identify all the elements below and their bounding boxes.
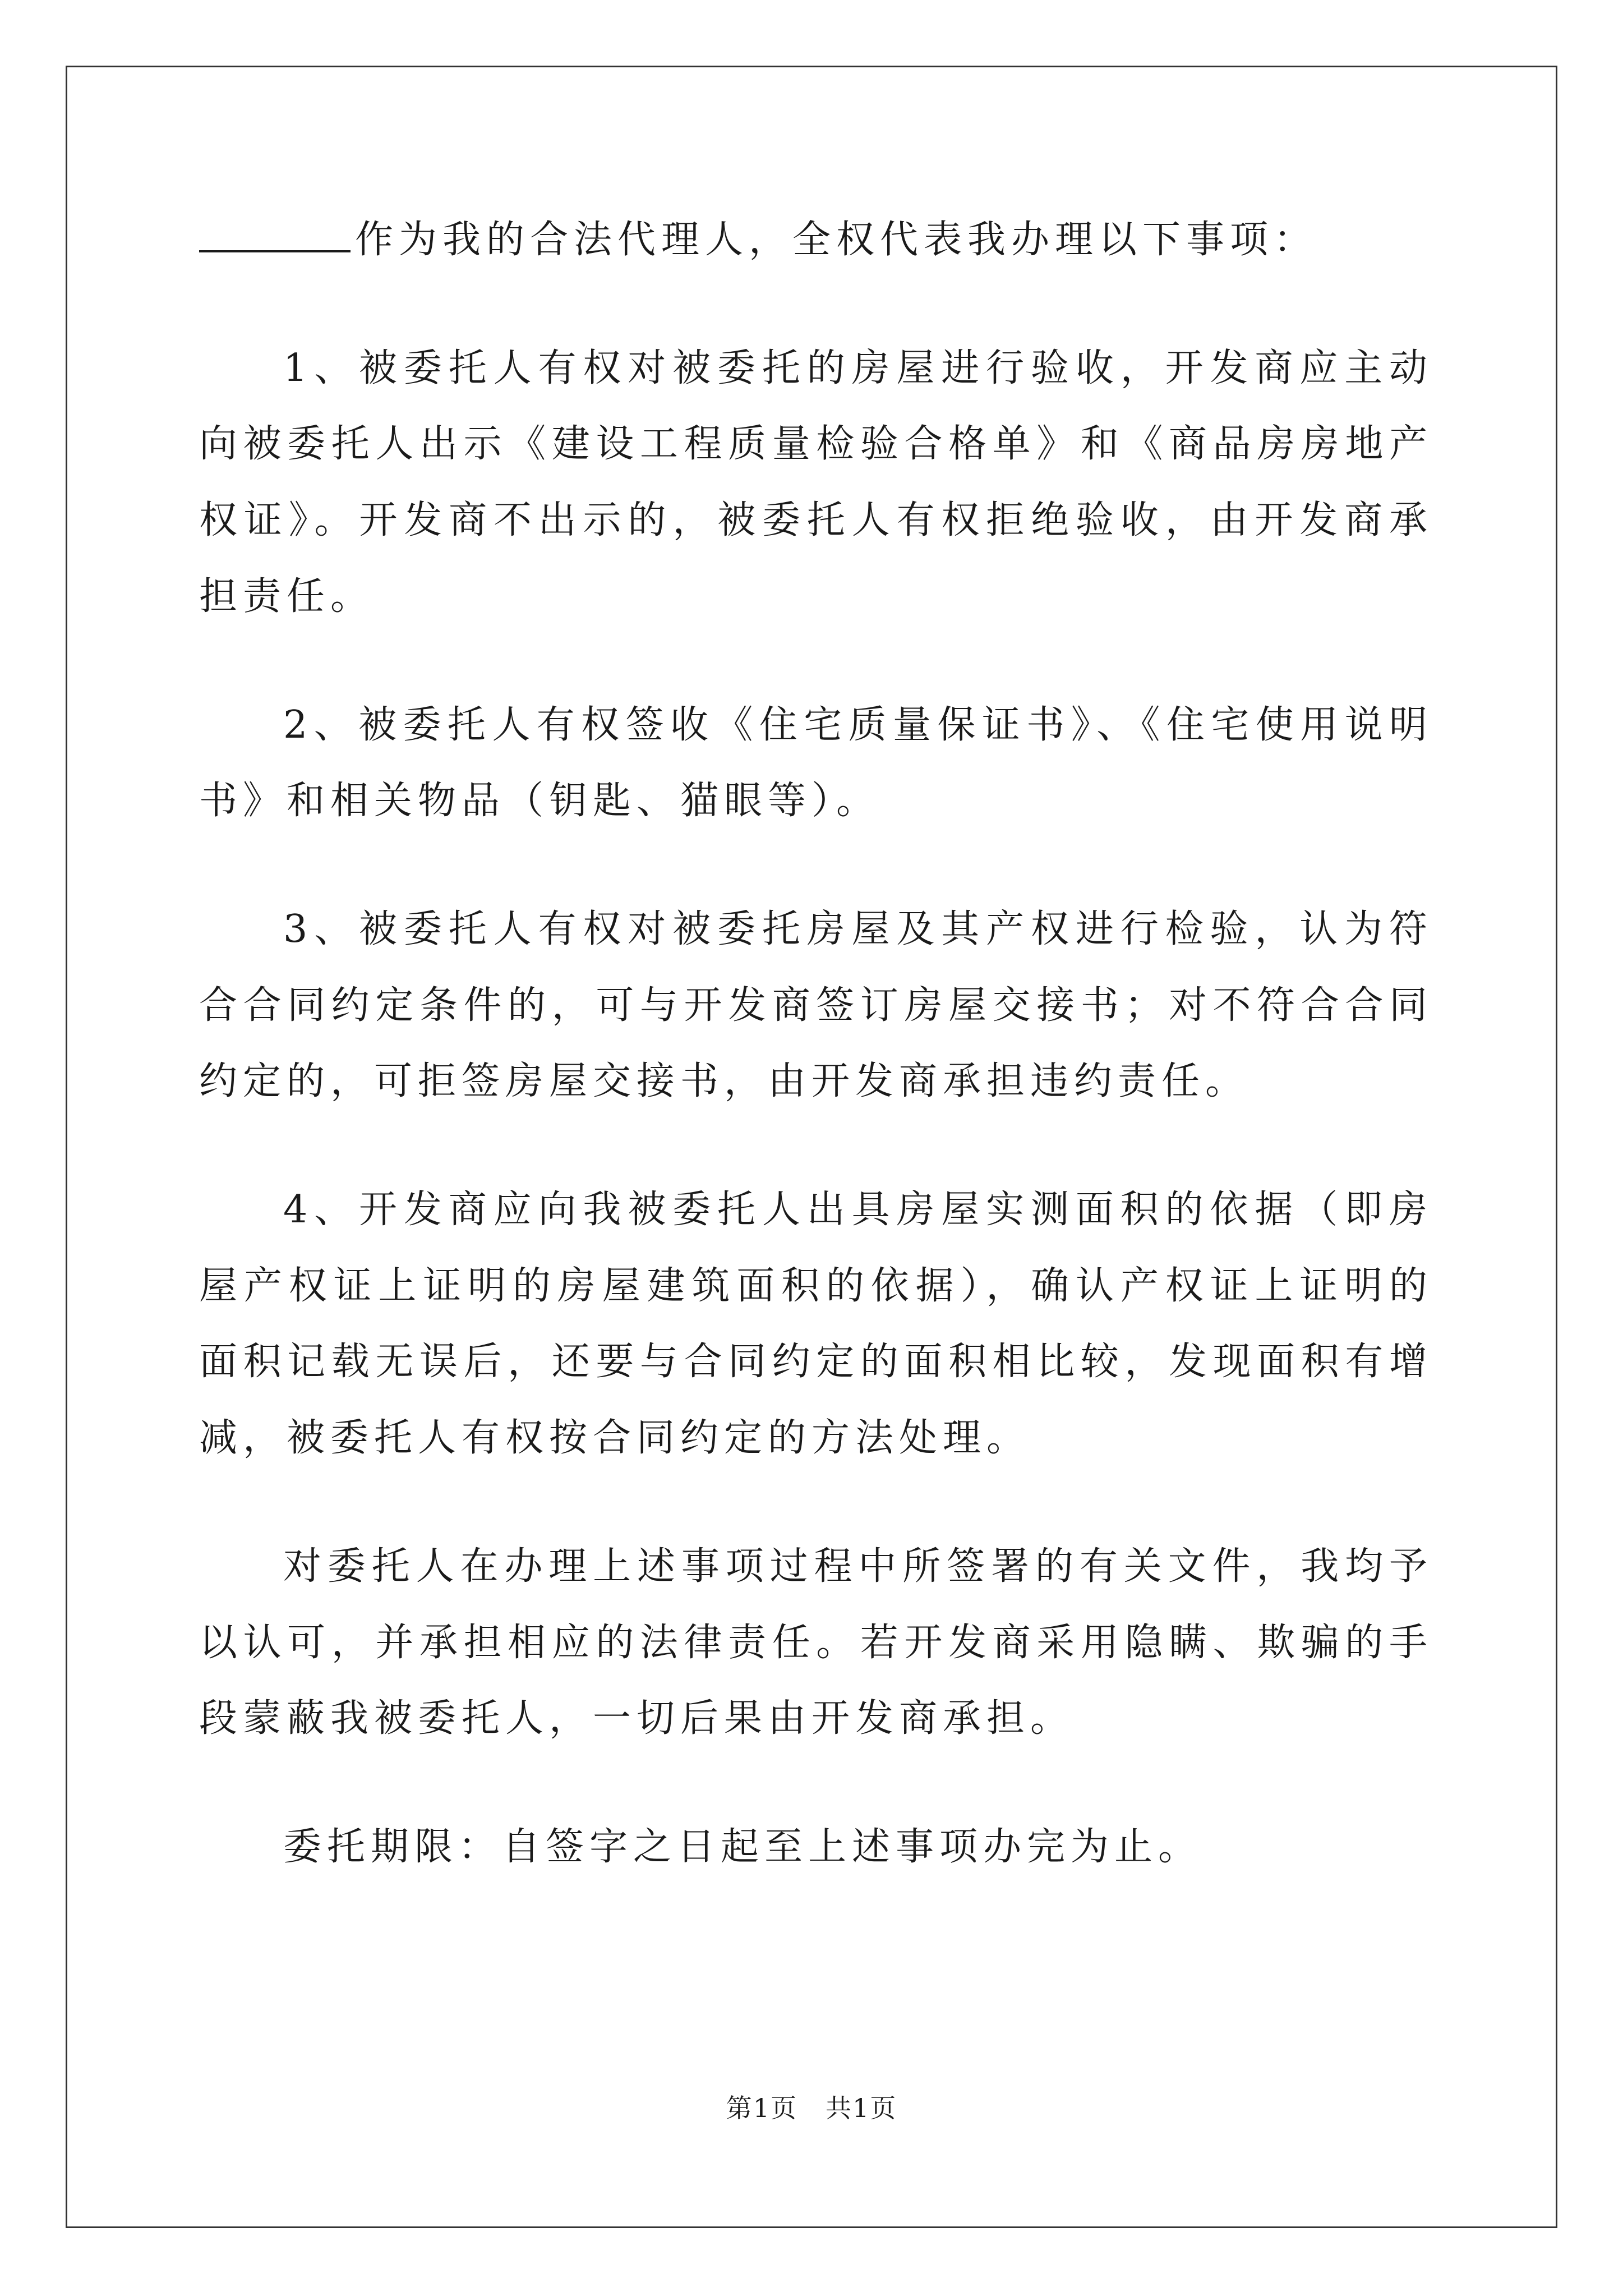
paragraph-acknowledgement: 对委托人在办理上述事项过程中所签署的有关文件，我均予以认可，并承担相应的法律责任。若开发商采用隐瞒、欺骗的手段蒙蔽我被委托人，一切后果由开发商承担。 (199, 1544, 1433, 1741)
document-body (199, 202, 1433, 1938)
paragraph-intro (199, 202, 1433, 278)
paragraph-item-3: 3、被委托人有权对被委托房屋及其产权进行检验，认为符合合同约定条件的，可与开发商签订房屋交接书；对不符合合同约定的，可拒签房屋交接书，由开发商承担违约责任。 (199, 907, 1433, 1104)
paragraph-item-2: 2、被委托人有权签收《住宅质量保证书》、《住宅使用说明书》和相关物品（钥匙、猫眼等）。 (199, 702, 1433, 823)
paragraph-intro-text: 作为我的合法代理人，全权代表我办理以下事项： (355, 218, 1318, 262)
paragraph-term: 委托期限：自签字之日起至上述事项办完为止。 (283, 1824, 1202, 1869)
name-blank-line (199, 215, 351, 252)
page-total: 共1页 (826, 2093, 897, 2123)
page-number: 第1页 (726, 2093, 797, 2123)
paragraph-item-1: 1、被委托人有权对被委托的房屋进行验收，开发商应主动向被委托人出示《建设工程质量检验合格单》和《商品房房地产权证》。开发商不出示的，被委托人有权拒绝验收，由开发商承担责任。 (199, 346, 1433, 619)
page-footer (0, 2088, 1623, 2125)
paragraph-item-4: 4、开发商应向我被委托人出具房屋实测面积的依据（即房屋产权证上证明的房屋建筑面积的依据），确认产权证上证明的面积记载无误后，还要与合同约定的面积相比较，发现面积有增减，被委托人有权按合同约定的方法处理。 (199, 1188, 1433, 1461)
